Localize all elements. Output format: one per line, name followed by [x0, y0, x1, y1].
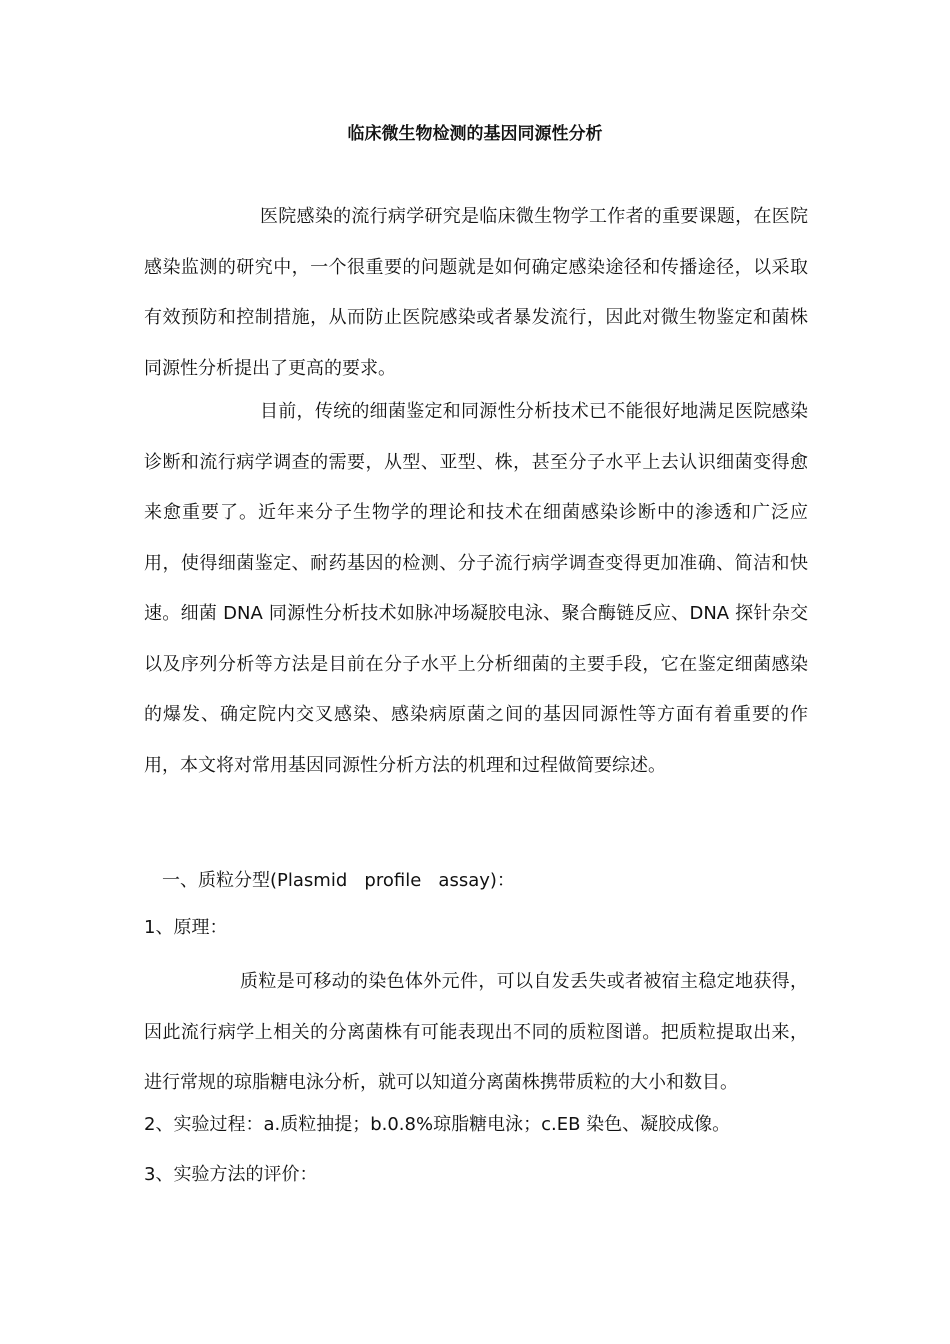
- paragraph-background: 目前，传统的细菌鉴定和同源性分析技术已不能很好地满足医院感染诊断和流行病学调查的需要，从型、亚型、株，甚至分子水平上去认识细菌变得愈来愈重要了。近年来分子生物学的理论和技术在细菌感染诊断中的渗透和广泛应用，使得细菌鉴定、耐药基因的检测、分子流行病学调查变得更加准确、简洁和快速。细菌 DNA 同源性分析技术如脉冲场凝胶电泳、聚合酶链反应、DNA 探针杂交以及序列分析等方法是目前在分子水平上分析细菌的主要手段，它在鉴定细菌感染的爆发、确定院内交叉感染、感染病原菌之间的基因同源性等方面有着重要的作用，本文将对常用基因同源性分析方法的机理和过程做简要综述。: [144, 401, 808, 776]
- paragraph-intro: 医院感染的流行病学研究是临床微生物学工作者的重要课题，在医院感染监测的研究中，一个很重要的问题就是如何确定感染途径和传播途径，以采取有效预防和控制措施，从而防止医院感染或者暴发流行，因此对微生物鉴定和菌株同源性分析提出了更高的要求。: [144, 206, 808, 379]
- paragraph-principle: 质粒是可移动的染色体外元件，可以自发丢失或者被宿主稳定地获得，因此流行病学上相关的分离菌株有可能表现出不同的质粒图谱。把质粒提取出来，进行常规的琼脂糖电泳分析，就可以知道分离菌株携带质粒的大小和数目。: [144, 971, 808, 1093]
- document-title: 临床微生物检测的基因同源性分析: [347, 124, 603, 144]
- subheading-principle: 1、原理：: [144, 917, 228, 938]
- line-experiment-process: 2、实验过程：a.质粒抽提；b.0.8%琼脂糖电泳；c.EB 染色、凝胶成像。: [144, 1114, 731, 1135]
- section-heading-plasmid-profile: 一、质粒分型(Plasmid profile assay)：: [162, 870, 515, 891]
- subheading-method-evaluation: 3、实验方法的评价：: [144, 1164, 318, 1185]
